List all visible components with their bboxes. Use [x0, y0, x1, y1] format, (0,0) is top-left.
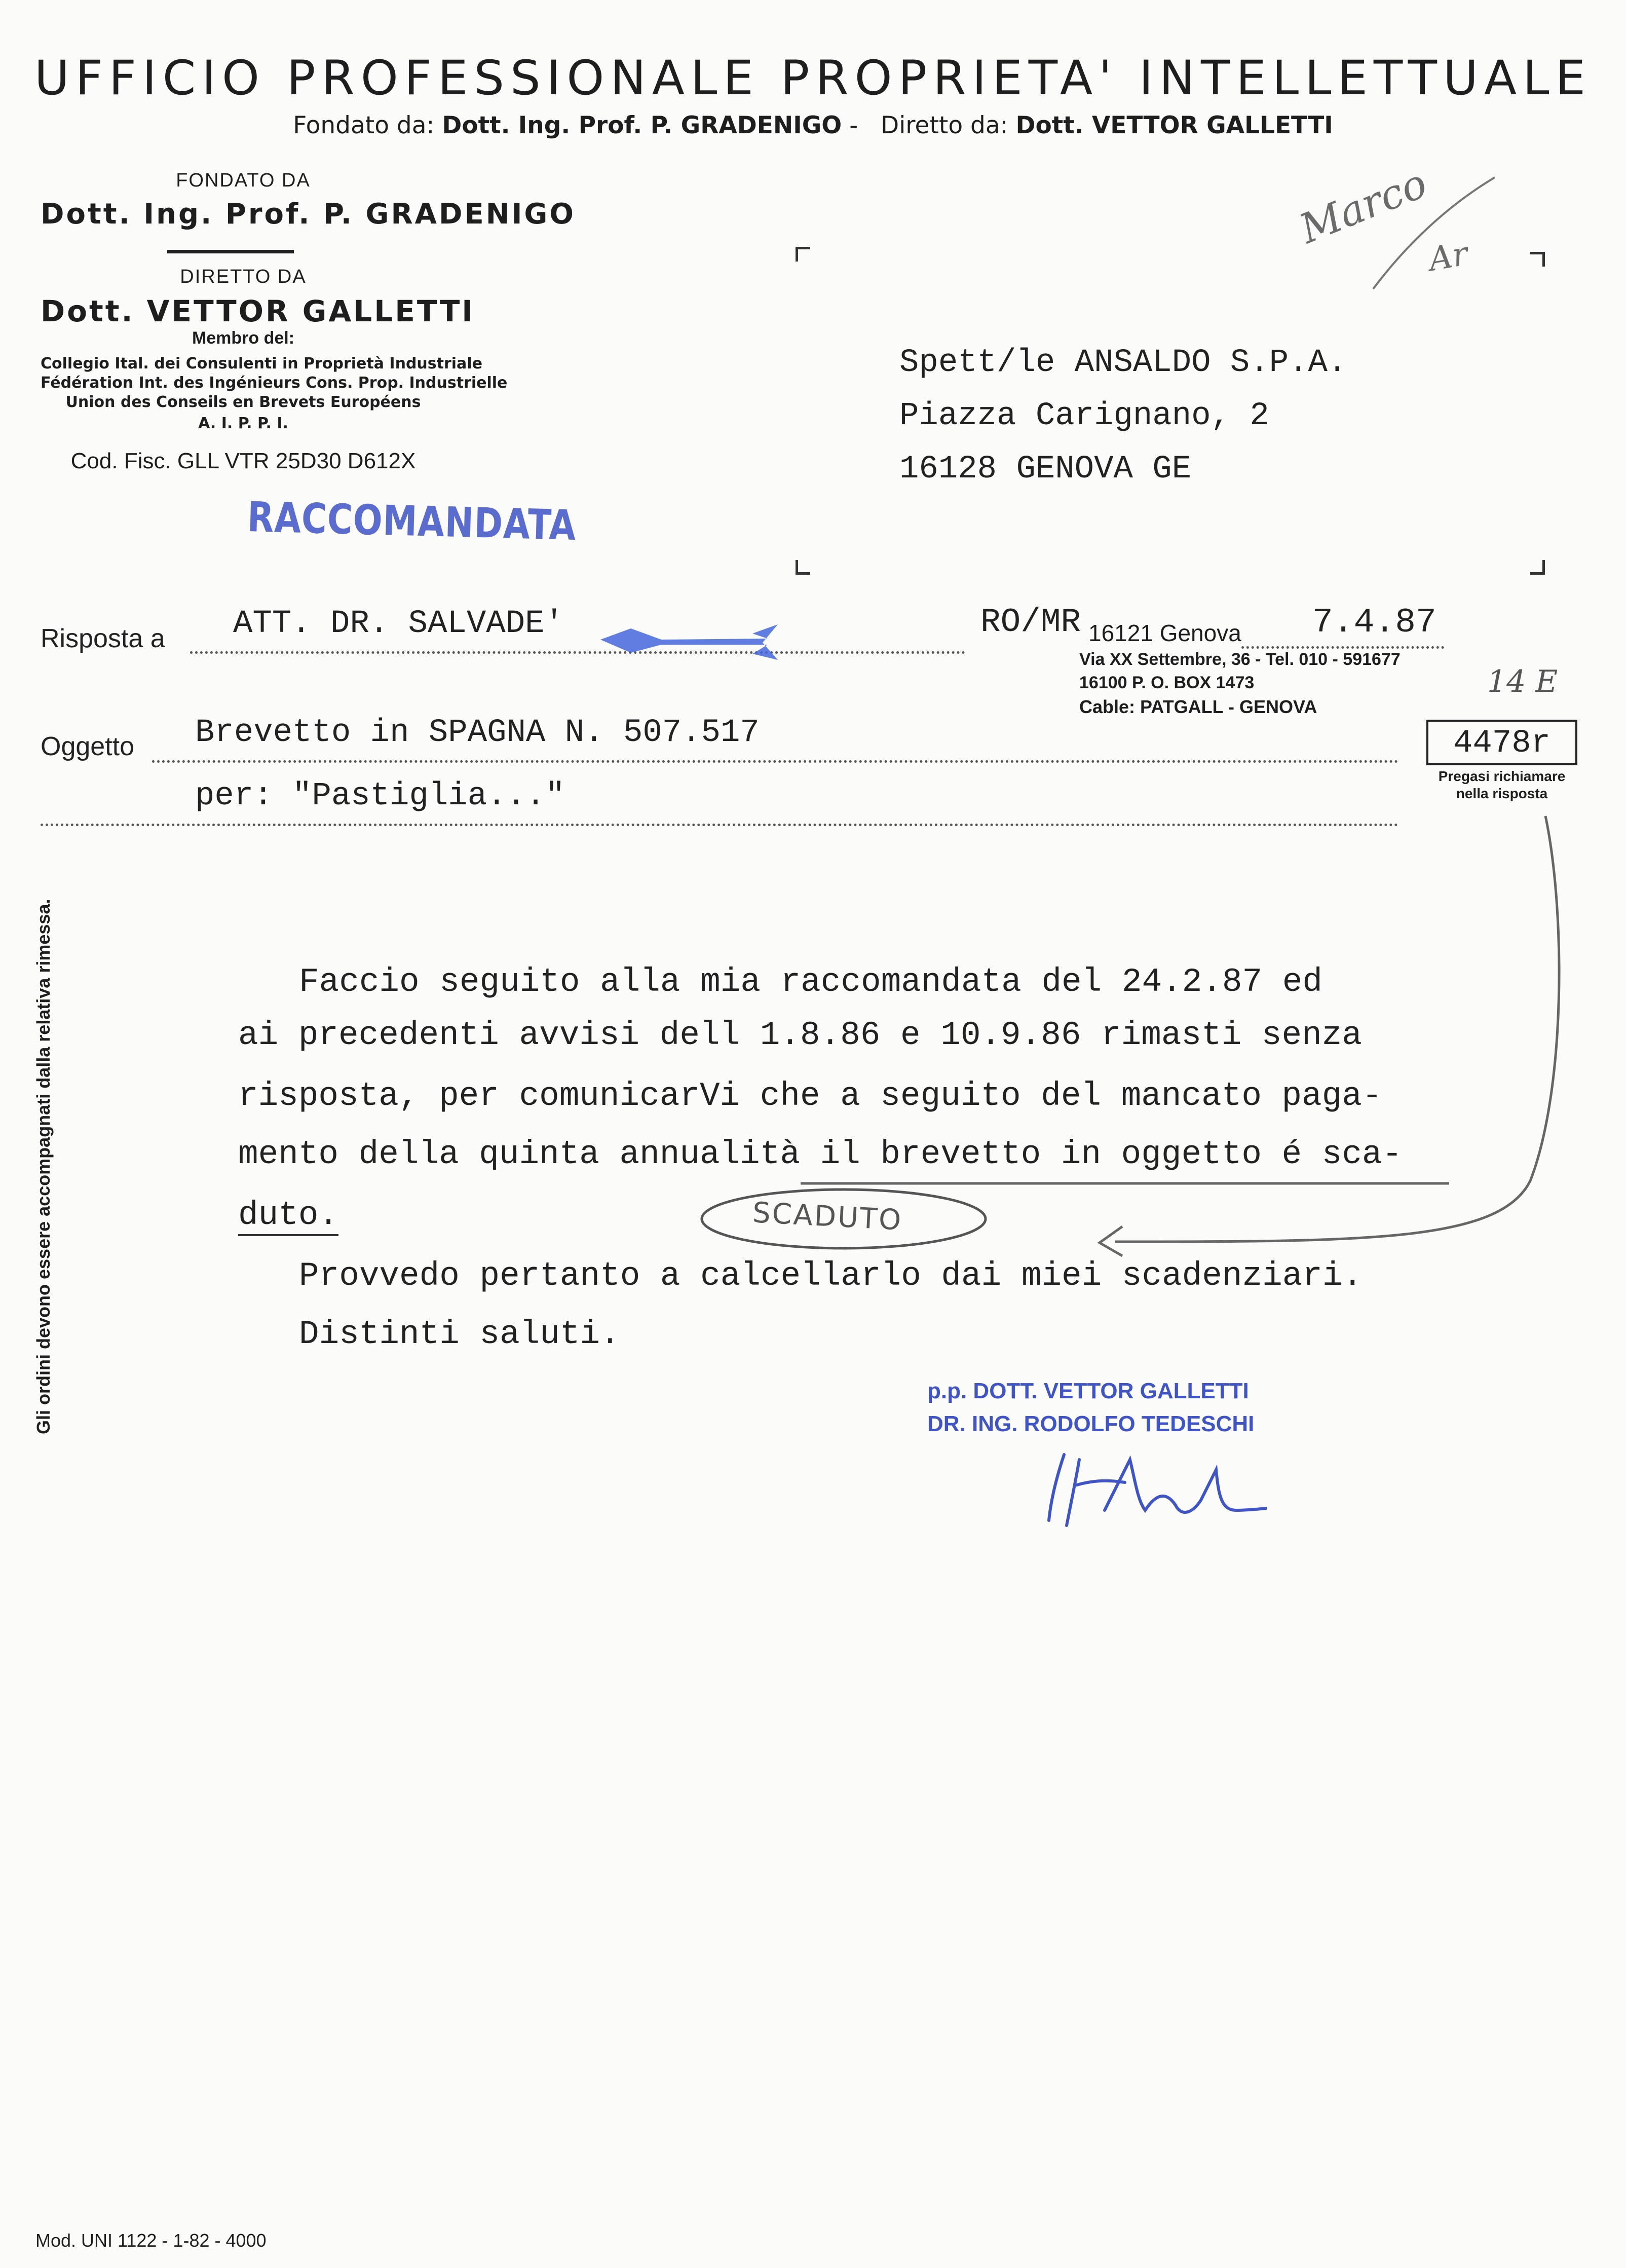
- subject-label: Oggetto: [41, 732, 135, 761]
- membership-item: A. I. P. P. I.: [198, 415, 288, 432]
- reply-label: Risposta a: [41, 624, 165, 653]
- recipient-line: Piazza Carignano, 2: [899, 398, 1269, 434]
- recipient-line: 16128 GENOVA GE: [899, 451, 1192, 488]
- body-line: risposta, per comunicarVi che a seguito del mancato paga-: [238, 1077, 1382, 1115]
- office-initials: RO/MR: [980, 603, 1081, 641]
- letter-date: 7.4.87: [1312, 603, 1436, 642]
- membership-item: Fédération Int. des Ingénieurs Cons. Prop. Industrielle: [41, 374, 508, 392]
- member-caption: Membro del:: [192, 328, 295, 348]
- body-line: mento della quinta annualità il brevetto in oggetto é sca-: [238, 1135, 1403, 1173]
- founded-by: Dott. Ing. Prof. P. GRADENIGO: [442, 111, 842, 139]
- subject-line: per: "Pastiglia...": [195, 778, 565, 814]
- reference-note-line: Pregasi richiamare: [1438, 768, 1566, 784]
- reference-number: 4478r: [1426, 720, 1577, 765]
- reply-value: ATT. DR. SALVADE': [233, 606, 564, 642]
- directed-label: Diretto da:: [881, 111, 1008, 139]
- office-address: Via XX Settembre, 36 - Tel. 010 - 591677: [1079, 650, 1401, 669]
- letterhead-title: UFFICIO PROFESSIONALE PROPRIETA' INTELLETTUALE: [34, 51, 1592, 106]
- body-line: Provvedo pertanto a calcellarlo dai miei scadenziari.: [299, 1257, 1363, 1295]
- raccomandata-stamp: RACCOMANDATA: [246, 493, 577, 550]
- membership-item: Collegio Ital. dei Consulenti in Proprietà Industriale: [41, 355, 482, 373]
- circled-note: SCADUTO: [751, 1196, 903, 1237]
- founded-label: Fondato da:: [293, 111, 435, 139]
- founded-caption: FONDATO DA: [176, 170, 311, 191]
- recipient-line: Spett/le ANSALDO S.P.A.: [899, 345, 1347, 381]
- subtitle-separator: -: [849, 111, 858, 139]
- signature-icon: [1029, 1439, 1267, 1531]
- reference-note-line: nella risposta: [1456, 786, 1548, 801]
- handwritten-note: Marco: [1293, 159, 1433, 253]
- office-po-box: 16100 P. O. BOX 1473: [1079, 673, 1255, 692]
- side-note: Gli ordini devono essere accompagnati dalla relativa rimessa.: [33, 899, 54, 1434]
- body-line: Faccio seguito alla mia raccomandata del 24.2.87 ed: [299, 963, 1322, 1001]
- office-cable: Cable: PATGALL - GENOVA: [1079, 696, 1317, 717]
- body-line: duto.: [238, 1196, 338, 1236]
- handwritten-ref: 14 E: [1487, 664, 1558, 699]
- directed-by: Dott. VETTOR GALLETTI: [1015, 111, 1333, 139]
- signatory-stamp-line: DR. ING. RODOLFO TEDESCHI: [927, 1411, 1255, 1436]
- director-name: Dott. VETTOR GALLETTI: [41, 294, 475, 328]
- signatory-stamp-line: p.p. DOTT. VETTOR GALLETTI: [927, 1379, 1249, 1403]
- body-line: Distinti saluti.: [299, 1315, 620, 1353]
- handwritten-mark: Ar: [1426, 235, 1471, 279]
- office-city: 16121 Genova: [1088, 620, 1241, 646]
- founder-name: Dott. Ing. Prof. P. GRADENIGO: [41, 198, 576, 231]
- footer-code: Mod. UNI 1122 - 1-82 - 4000: [35, 2230, 267, 2251]
- directed-caption: DIRETTO DA: [180, 266, 307, 287]
- body-line: ai precedenti avvisi dell 1.8.86 e 10.9.86 rimasti senza: [238, 1016, 1362, 1054]
- membership-item: Union des Conseils en Brevets Européens: [65, 393, 421, 411]
- subject-line: Brevetto in SPAGNA N. 507.517: [195, 715, 760, 751]
- tax-code: Cod. Fisc. GLL VTR 25D30 D612X: [70, 449, 416, 473]
